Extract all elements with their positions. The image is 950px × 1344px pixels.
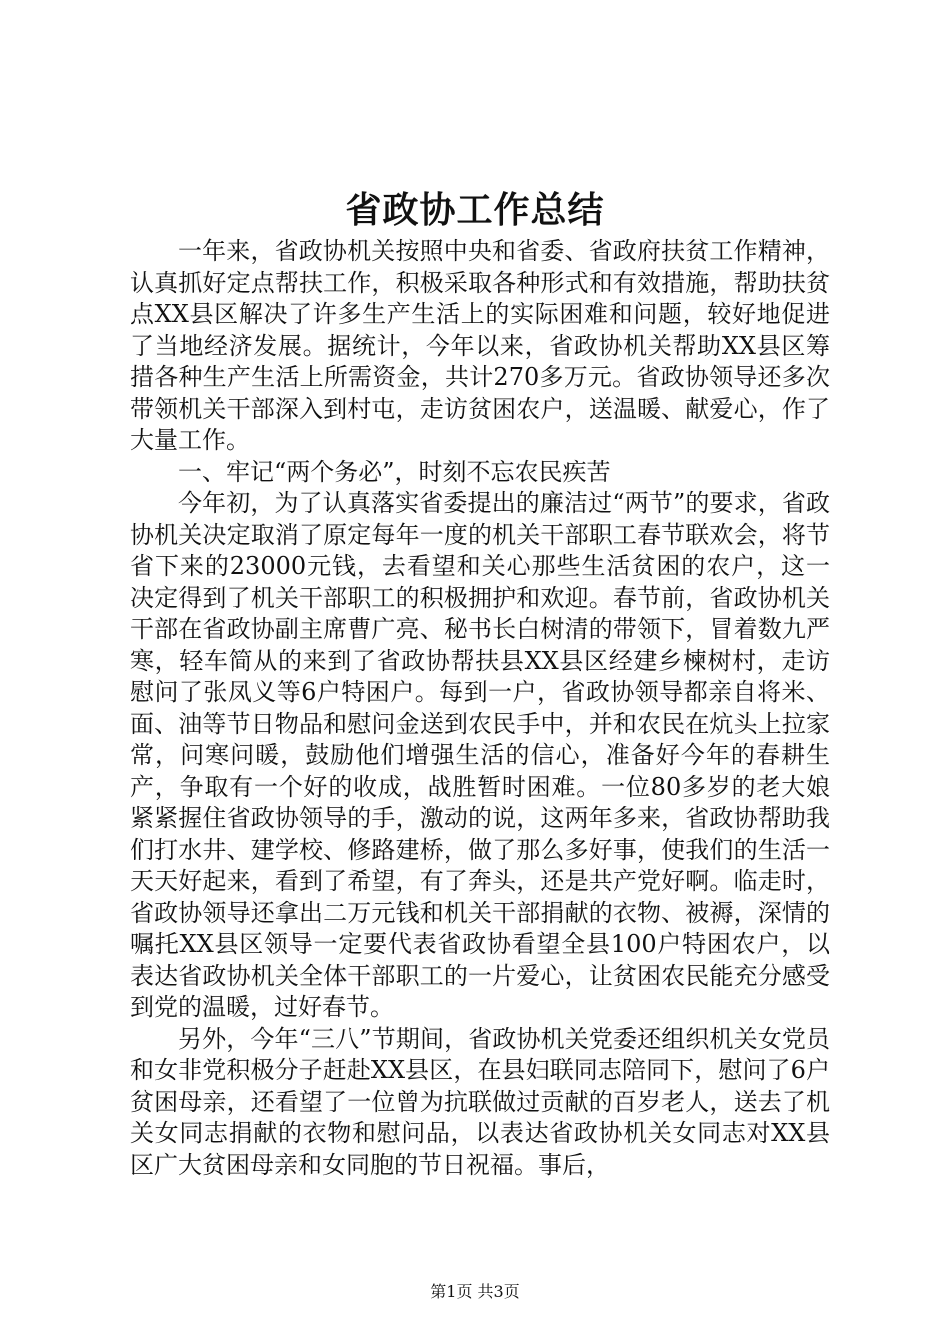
page-footer: 第1页 共3页 (430, 1282, 520, 1301)
document-title: 省政协工作总结 (345, 189, 605, 231)
document-body (130, 236, 830, 1181)
paragraph-intro: 一年来，省政协机关按照中央和省委、省政府扶贫工作精神，认真抓好定点帮扶工作，积极采取各种形式和有效措施，帮助扶贫点XX县区解决了许多生产生活上的实际困难和问题，较好地促进了当地经济发展。据统计，今年以来，省政协机关帮助XX县区筹措各种生产生活上所需资金，共计270多万元。省政协领导还多次带领机关干部深入到村屯，走访贫困农户，送温暖、献爱心，作了大量工作。 (130, 237, 830, 454)
section-heading-1: 一、牢记“两个务必”，时刻不忘农民疾苦 (178, 457, 611, 486)
paragraph-section-1: 今年初，为了认真落实省委提出的廉洁过“两节”的要求，省政协机关决定取消了原定每年一度的机关干部职工春节联欢会，将节省下来的23000元钱，去看望和关心那些生活贫困的农户，这一决定得到了机关干部职工的积极拥护和欢迎。春节前，省政协机关干部在省政协副主席曹广亮、秘书长白树清的带领下，冒着数九严寒，轻车简从的来到了省政协帮扶县XX县区经建乡楝树村，走访慰问了张凤义等6户特困户。每到一户，省政协领导都亲自将米、面、油等节日物品和慰问金送到农民手中，并和农民在炕头上拉家常，问寒问暖，鼓励他们增强生活的信心，准备好今年的春耕生产，争取有一个好的收成，战胜暂时困难。一位80多岁的老大娘紧紧握住省政协领导的手，激动的说，这两年多来，省政协帮助我们打水井、建学校、修路建桥，做了那么多好事，使我们的生活一天天好起来，看到了希望，有了奔头，还是共产党好啊。临走时，省政协领导还拿出二万元钱和机关干部捐献的衣物、被褥，深情的嘱托XX县区领导一定要代表省政协看望全县100户特困农户，以表达省政协机关全体干部职工的一片爱心，让贫困农民能充分感受到党的温暖，过好春节。 (130, 489, 830, 1021)
paragraph-additional: 另外，今年“三八”节期间，省政协机关党委还组织机关女党员和女非党积极分子赶赴XX县区，在县妇联同志陪同下，慰问了6户贫困母亲，还看望了一位曾为抗联做过贡献的百岁老人，送去了机关女同志捐献的衣物和慰问品，以表达省政协机关女同志对XX县区广大贫困母亲和女同胞的节日祝福。事后， (130, 1024, 830, 1179)
